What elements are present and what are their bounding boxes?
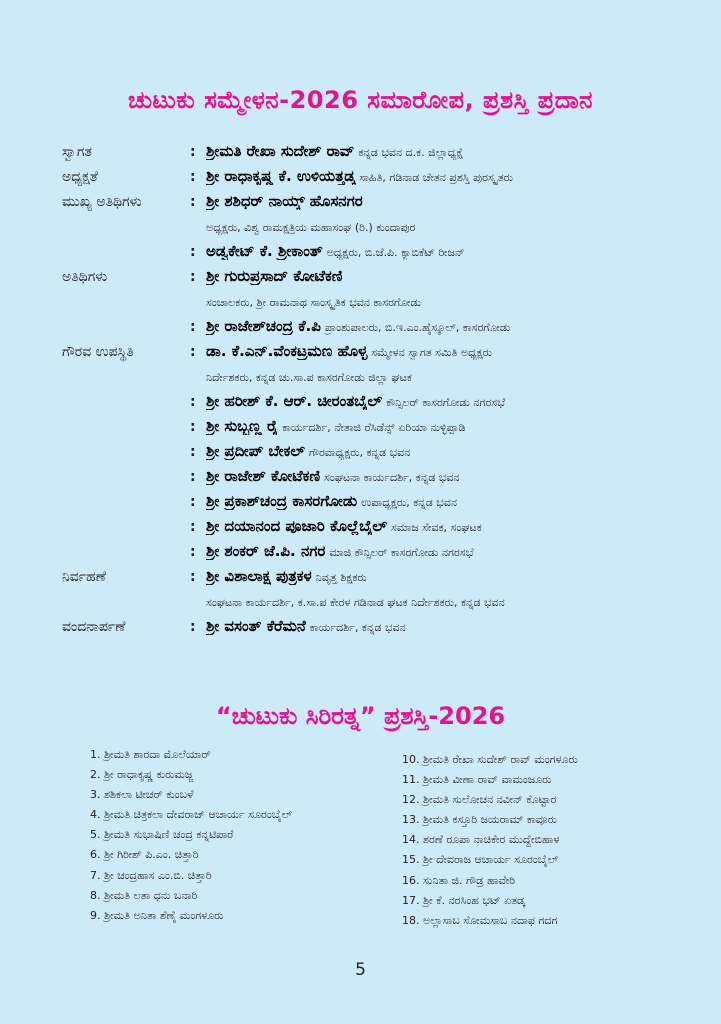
program-entry <box>206 316 510 335</box>
person-name: ಶ್ರೀ ಗುರುಪ್ರಸಾದ್ ಕೋಟೆಕಣಿ <box>206 267 343 285</box>
person-name: ಶ್ರೀ ವಸಂತ್ ಕೆರೆಮನೆ <box>206 617 306 635</box>
program-row <box>62 441 702 466</box>
awardee-list-left <box>90 748 292 929</box>
person-name: ಶ್ರೀ ರಾಜೇಶ್‌ಚಂದ್ರ ಕೆ.ಪಿ <box>206 317 321 335</box>
program-title: ಚುಟುಕು ಸಮ್ಮೇಳನ-2026 ಸಮಾರೋಪ, ಪ್ರಶಸ್ತಿ ಪ್ರದಾನ <box>127 86 594 114</box>
program-row <box>62 316 702 341</box>
colon-separator: : <box>190 144 196 160</box>
colon-separator: : <box>190 519 196 535</box>
program-role: ಅಧ್ಯಕ್ಷತೆ <box>62 169 98 185</box>
program-entry <box>206 591 505 610</box>
program-entry <box>206 391 505 410</box>
program-row <box>62 491 702 516</box>
program-entry <box>206 141 464 160</box>
person-name: ಶ್ರೀ ಪ್ರದೀಪ್ ಬೇಕಲ್ <box>206 442 305 460</box>
person-description: ನಿವೃತ್ತ ಶಿಕ್ಷಕರು <box>315 571 367 584</box>
awardee-item: 14. ಶರಣೆ ರೂಪಾ ನಾಚಿಕೇರ ಮುದ್ದೇಬಿಹಾಳ <box>402 833 560 847</box>
colon-separator: : <box>190 544 196 560</box>
awardee-item: 13. ಶ್ರೀಮತಿ ಕಸ್ತೂರಿ ಜಯರಾಮ್ ಕಾವೂರು <box>402 813 557 827</box>
colon-separator: : <box>190 419 196 435</box>
awardee-item: 11. ಶ್ರೀಮತಿ ವೀಣಾ ರಾವ್ ವಾಮಂಜೂರು <box>402 773 552 787</box>
colon-separator: : <box>190 444 196 460</box>
person-name: ಅಡ್ವಕೇಟ್ ಕೆ. ಶ್ರೀಕಾಂತ್ <box>206 242 323 260</box>
program-role: ಮುಖ್ಯ ಅತಿಥಿಗಳು <box>62 194 142 210</box>
awardee-item: 10. ಶ್ರೀಮತಿ ರೇಖಾ ಸುದೇಶ್ ರಾವ್ ಮಂಗಳೂರು <box>402 753 578 766</box>
program-entry <box>206 466 460 485</box>
person-name: ಶ್ರೀ ರಾಜೇಶ್ ಕೋಟೆಕಣಿ <box>206 467 320 485</box>
program-entry <box>206 291 421 310</box>
awardee-item: 16. ಸುನಿತಾ ಜಿ. ಗೌಡ್ರ ಹಾವೇರಿ <box>402 873 516 887</box>
person-name: ಶ್ರೀ ದಯಾನಂದ ಪೂಜಾರಿ ಕೊಲ್ಲೆಬೈಲ್ <box>206 517 388 535</box>
program-row <box>62 391 702 416</box>
person-name: ಶ್ರೀ ಶಶಿಧರ್ ನಾಯ್ಕ್ ಹೊಸನಗರ <box>206 192 363 210</box>
awardee-item: 8. ಶ್ರೀಮತಿ ಲತಾ ಧನು ಬನಾರಿ <box>90 888 198 902</box>
program-row <box>62 241 702 266</box>
person-description: ಅಧ್ಯಕ್ಷರು, ಬಿ.ಜೆ.ಪಿ. ಕ್ಯಾಬಿಕೆಟ್ ರೀಜನ್ <box>326 246 465 259</box>
colon-separator: : <box>190 319 196 335</box>
person-name: ಶ್ರೀ ಸುಬ್ಬಣ್ಣ ರೈ <box>206 417 279 435</box>
person-name: ಶ್ರೀ ವಿಶಾಲಾಕ್ಷ ಪುತ್ರಕಳ <box>206 567 312 585</box>
program-row <box>62 191 702 216</box>
awardee-item: 15. ಶ್ರೀ ದೇವರಾಜ ಆಚಾರ್ಯ ಸೂರಂಬೈಲ್ <box>402 853 559 867</box>
program-entry <box>206 516 482 535</box>
awardee-item: 9. ಶ್ರೀಮತಿ ಅನಿತಾ ಶೆಣೈ ಮಂಗಳೂರು <box>90 908 224 922</box>
program-row <box>62 266 702 291</box>
awardee-list-right <box>402 753 578 934</box>
award-title: “ಚುಟುಕು ಸಿರಿರತ್ನ” ಪ್ರಶಸ್ತಿ-2026 <box>215 702 506 730</box>
awardee-item: 12. ಶ್ರೀಮತಿ ಸುಲೋಚನ ನವೀನ್ ಕೊಟ್ಟಾರ <box>402 793 557 807</box>
awardee-item: 18. ಅಲ್ಲಾಸಾಬ ಸೋಮಸಾಬ ನದಾಫ ಗದಗ <box>402 913 558 927</box>
person-name: ಶ್ರೀ ಶಂಕರ್ ಜೆ.ಪಿ. ನಗರ <box>206 542 326 560</box>
person-description: ಸಮಾಜ ಸೇವಕ, ಸಂಘಟಕ <box>391 521 482 534</box>
program-row <box>62 516 702 541</box>
awardee-item: 4. ಶ್ರೀಮತಿ ಚಿತ್ರಕಲಾ ದೇವರಾಜ್ ಆಚಾರ್ಯ ಸೂರಂಬೈಲ್ <box>90 808 293 822</box>
person-name: ಶ್ರೀಮತಿ ರೇಖಾ ಸುದೇಶ್ ರಾವ್ <box>206 142 355 160</box>
program-row <box>62 541 702 566</box>
program-entry <box>206 541 474 560</box>
colon-separator: : <box>190 244 196 260</box>
program-entry <box>206 216 415 235</box>
program-entry <box>206 341 492 360</box>
person-description: ಅಧ್ಯಕ್ಷರು, ವಿಶ್ವ ರಾಮಕ್ಷತ್ರಿಯ ಮಹಾಸಂಘ (ರಿ.) ಕುಂದಾಪುರ <box>206 221 416 234</box>
person-description: ಉಪಾಧ್ಯಕ್ಷರು, ಕನ್ನಡ ಭವನ <box>361 496 457 509</box>
colon-separator: : <box>190 494 196 510</box>
program-list <box>62 141 702 641</box>
awardee-item: 7. ಶ್ರೀ ಚಂದ್ರಹಾಸ ಎಂ.ಬಿ. ಚಿತ್ತಾರಿ <box>90 868 212 882</box>
program-entry <box>206 416 465 435</box>
program-row <box>62 616 702 641</box>
colon-separator: : <box>190 269 196 285</box>
program-row <box>62 466 702 491</box>
program-role: ವಂದನಾರ್ಪಣೆ <box>62 619 126 635</box>
person-description: ಸಂಘಟನಾ ಕಾರ್ಯದರ್ಶಿ, ಕನ್ನಡ ಭವನ <box>324 471 460 484</box>
program-entry <box>206 266 342 285</box>
colon-separator: : <box>190 194 196 210</box>
awardee-item: 1. ಶ್ರೀಮತಿ ಶಾರದಾ ಮೊಲೆಯಾರ್ <box>90 748 211 761</box>
person-description: ಕನ್ನಡ ಭವನ ದ.ಕ. ಜಿಲ್ಲಾಧ್ಯಕ್ಷೆ <box>358 146 464 159</box>
program-role: ನಿರ್ವಹಣೆ <box>62 569 106 585</box>
program-entry <box>206 491 457 510</box>
program-row <box>62 141 702 166</box>
program-row <box>62 291 702 316</box>
colon-separator: : <box>190 569 196 585</box>
program-row <box>62 166 702 191</box>
person-description: ಸಾಹಿತಿ, ಗಡಿನಾಡ ಚೇತನ ಪ್ರಶಸ್ತಿ ಪುರಸ್ಕೃತರು <box>359 171 514 184</box>
person-description: ನಿರ್ದೇಶಕರು, ಕನ್ನಡ ಚು.ಸಾ.ಪ ಕಾಸರಗೋಡು ಜಿಲ್ಲಾ ಘಟಕ <box>206 371 412 384</box>
program-row <box>62 566 702 591</box>
colon-separator: : <box>190 469 196 485</box>
program-entry <box>206 166 513 185</box>
person-description: ಕಾರ್ಯದರ್ಶಿ, ನೇತಾಜಿ ರೆಸಿಡೆನ್ಸ್ ಏರಿಯಾ ನುಳ್ಳಿಪ್ಪಾಡಿ <box>282 421 466 434</box>
person-name: ಶ್ರೀ ಪ್ರಕಾಶ್‌ಚಂದ್ರ ಕಾಸರಗೋಡು <box>206 492 358 510</box>
awardee-item: 5. ಶ್ರೀಮತಿ ಸುಭಾಷಿಣಿ ಚಂದ್ರ ಕನ್ನಟಿಪಾರೆ <box>90 828 234 842</box>
person-description: ಮಾಜಿ ಕೌನ್ಸಿಲರ್ ಕಾಸರಗೋಡು ನಗರಸಭೆ <box>329 546 474 559</box>
program-role: ಅತಿಥಿಗಳು <box>62 269 108 285</box>
person-description: ಕೌನ್ಸಿಲರ್ ಕಾಸರಗೋಡು ನಗರಸಭೆ <box>386 396 506 409</box>
program-row <box>62 366 702 391</box>
awardee-item: 17. ಶ್ರೀ ಕೆ. ನರಸಿಂಹ ಭಟ್ ಏತಡ್ಕ <box>402 893 526 907</box>
person-description: ಕಾರ್ಯದರ್ಶಿ, ಕನ್ನಡ ಭವನ <box>309 621 406 634</box>
program-row <box>62 591 702 616</box>
page-number: 5 <box>355 960 366 980</box>
program-entry <box>206 241 465 260</box>
program-entry <box>206 441 410 460</box>
program-entry <box>206 616 406 635</box>
colon-separator: : <box>190 619 196 635</box>
person-description: ಸಂಘಟನಾ ಕಾರ್ಯದರ್ಶಿ, ಕ.ಸಾ.ಪ ಕೇರಳ ಗಡಿನಾಡ ಘಟಕ ನಿರ್ದೇಶಕರು, ಕನ್ನಡ ಭವನ <box>206 596 505 609</box>
program-row <box>62 216 702 241</box>
colon-separator: : <box>190 344 196 360</box>
person-name: ಡಾ. ಕೆ.ಎನ್.ವೆಂಕಟ್ರಮಣ ಹೊಳ್ಳ <box>206 342 368 360</box>
colon-separator: : <box>190 394 196 410</box>
person-name: ಶ್ರೀ ಹರೀಶ್ ಕೆ. ಆರ್. ಚೀರಂತಬೈಲ್ <box>206 392 383 410</box>
program-row <box>62 341 702 366</box>
awardee-item: 6. ಶ್ರೀ ಗಿರೀಶ್ ಪಿ.ಎಂ. ಚಿತ್ತಾರಿ <box>90 848 199 862</box>
program-role: ಗೌರವ ಉಪಸ್ಥಿತಿ <box>62 344 134 360</box>
person-name: ಶ್ರೀ ರಾಧಾಕೃಷ್ಣ ಕೆ. ಉಳಿಯತ್ತಡ್ಕ <box>206 167 356 185</box>
person-description: ಸಮ್ಮೇಳನ ಸ್ವಾಗತ ಸಮಿತಿ ಅಧ್ಯಕ್ಷರು <box>371 346 493 359</box>
program-role: ಸ್ವಾಗತ <box>62 144 92 160</box>
program-row <box>62 416 702 441</box>
program-entry <box>206 566 367 585</box>
person-description: ಗೌರವಾಧ್ಯಕ್ಷರು, ಕನ್ನಡ ಭವನ <box>308 446 411 459</box>
person-description: ಪ್ರಾಂಶುಪಾಲರು, ಬಿ.ಇ.ಎಂ.ಹೈಸ್ಕೂಲ್, ಕಾಸರಗೋಡು <box>324 321 511 334</box>
awardee-item: 2. ಶ್ರೀ ರಾಧಾಕೃಷ್ಣ ಕುರುಮಜ್ಜ <box>90 768 193 782</box>
program-entry <box>206 366 412 385</box>
program-entry <box>206 191 363 210</box>
person-description: ಸಂಚಾಲಕರು, ಶ್ರೀ ರಾಮನಾಥ ಸಾಂಸ್ಕೃತಿಕ ಭವನ ಕಾಸರಗೋಡು <box>206 296 421 309</box>
awardee-item: 3. ಶಶಿಕಲಾ ಟೀಚರ್ ಕುಂಬಳೆ <box>90 788 194 802</box>
colon-separator: : <box>190 169 196 185</box>
